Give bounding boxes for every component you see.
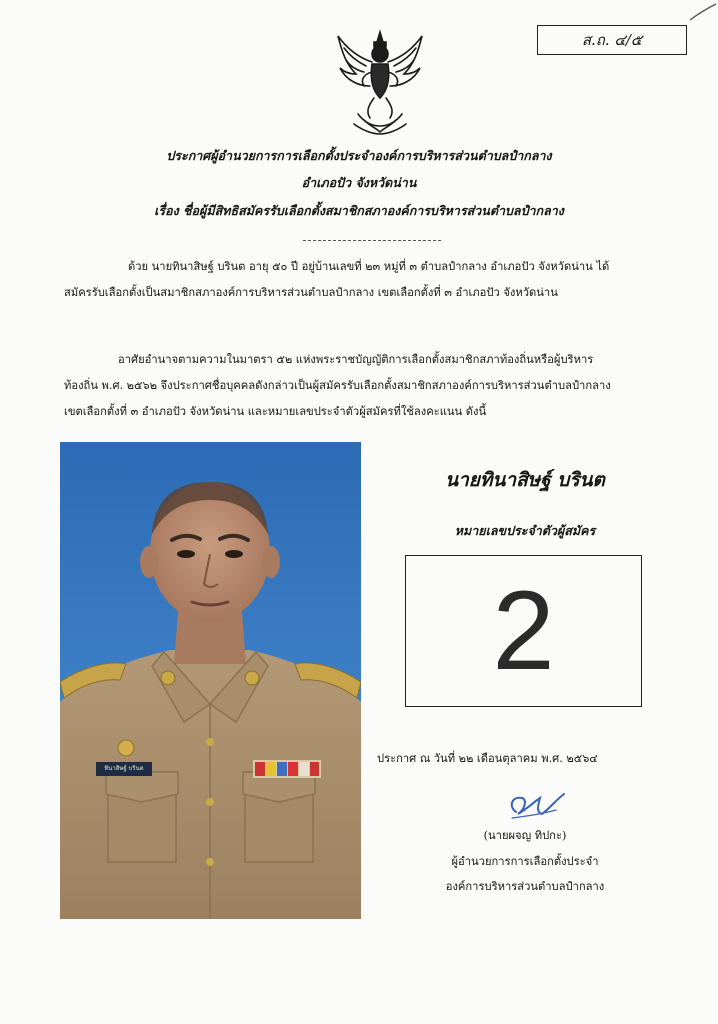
photo-name-tag: ทินาสิษฐ์ บรินต xyxy=(104,765,144,772)
form-code-box xyxy=(537,25,687,55)
corner-pen-mark xyxy=(686,2,718,24)
signer-position-line-1: ผู้อำนวยการการเลือกตั้งประจำ xyxy=(451,855,599,868)
paragraph-2-line-1: อาศัยอำนาจตามความในมาตรา ๕๒ แห่งพระราชบัญญัติการเลือกตั้งสมาชิกสภาท้องถิ่นหรือผู้บริหาร xyxy=(118,353,594,366)
paragraph-2-line-2: ท้องถิ่น พ.ศ. ๒๕๖๒ จึงประกาศชื่อบุคคลดังกล่าวเป็นผู้สมัครรับเลือกตั้งสมาชิกสภาองค์การบริหารส่วนตำบลปำกลาง xyxy=(64,379,611,392)
header-divider xyxy=(303,240,441,241)
paragraph-1-line-1: ด้วย นายทินาสิษฐ์ บรินต อายุ ๕๐ ปี อยู่บ้านเลขที่ ๒๓ หมู่ที่ ๓ ตำบลปำกลาง อำเภอปัว จังหวัดน่าน ได้ xyxy=(128,260,610,273)
candidate-number-box xyxy=(405,555,642,707)
signer-name: (นายผจญ ทิปกะ) xyxy=(483,829,567,842)
candidate-name: นายทินาสิษฐ์ บรินต xyxy=(445,469,605,491)
signature-mark xyxy=(498,788,568,824)
district-province: อำเภอปัว จังหวัดน่าน xyxy=(301,175,417,190)
signer-position-line-2: องค์การบริหารส่วนตำบลปำกลาง xyxy=(445,880,605,893)
candidate-number: 2 xyxy=(492,568,555,693)
garuda-emblem-icon xyxy=(330,28,430,136)
announcement-title: ประกาศผู้อำนวยการการเลือกตั้งประจำองค์การบริหารส่วนตำบลปำกลาง xyxy=(166,148,552,163)
paragraph-1-line-2: สมัครรับเลือกตั้งเป็นสมาชิกสภาองค์การบริหารส่วนตำบลปำกลาง เขตเลือกตั้งที่ ๓ อำเภอปัว จังหวัดน่าน xyxy=(64,286,558,299)
form-code: ส.ถ. ๔/๕ xyxy=(581,31,643,49)
paragraph-2-line-3: เขตเลือกตั้งที่ ๓ อำเภอปัว จังหวัดน่าน และหมายเลขประจำตัวผู้สมัครที่ใช้ลงคะแนน ดังนี้ xyxy=(64,405,487,418)
candidate-number-label: หมายเลขประจำตัวผู้สมัคร xyxy=(454,523,596,538)
announcement-date: ประกาศ ณ วันที่ ๒๒ เดือนตุลาคม พ.ศ. ๒๕๖๔ xyxy=(377,752,598,765)
candidate-photo xyxy=(60,442,361,919)
subject-line: เรื่อง ชื่อผู้มีสิทธิสมัครรับเลือกตั้งสมาชิกสภาองค์การบริหารส่วนตำบลปำกลาง xyxy=(154,203,564,218)
